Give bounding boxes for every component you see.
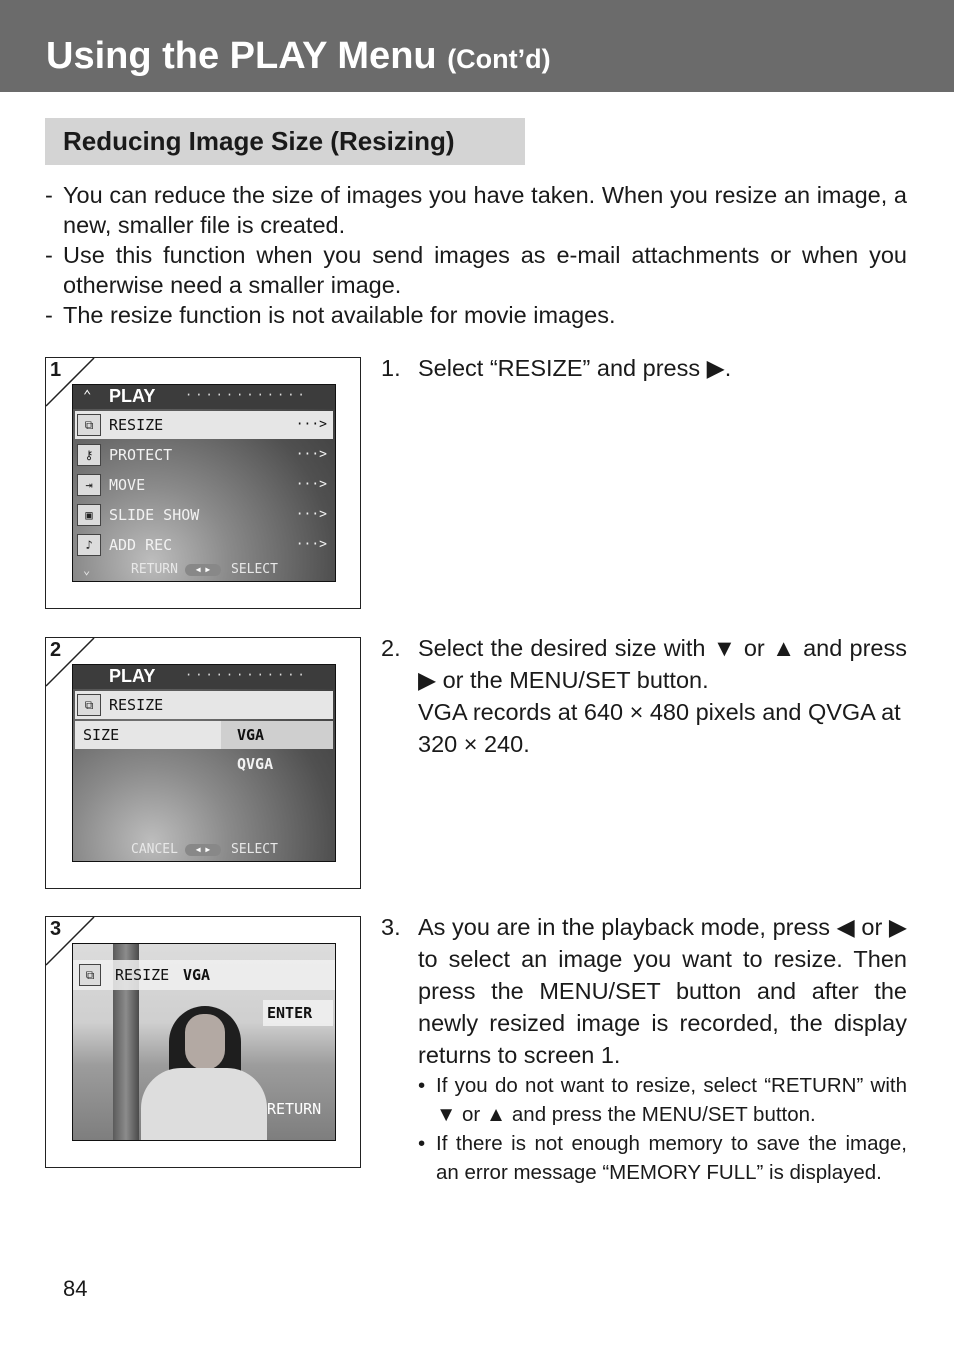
size-label: SIZE — [83, 726, 120, 744]
move-icon: ⇥ — [77, 474, 101, 496]
enter-option[interactable]: ENTER — [263, 1000, 333, 1026]
resize-icon: ⧉ — [79, 964, 101, 986]
key-icon: ⚷ — [77, 444, 101, 466]
slideshow-icon: ▣ — [77, 504, 101, 526]
screen-number: 1 — [50, 359, 62, 381]
screen-frame-2 — [45, 637, 361, 889]
step-number: 1. — [381, 355, 401, 381]
screen-number: 2 — [50, 639, 62, 661]
note-item — [418, 1071, 907, 1129]
step-3 — [381, 911, 907, 1187]
page-number: 84 — [63, 1276, 88, 1301]
lcd-screen-size-select — [72, 664, 336, 862]
lcd-header — [73, 385, 335, 409]
step-text: Select the desired size with ▼ or ▲ and press ▶ or the MENU/SET button. — [418, 635, 907, 693]
footer-right-label: SELECT — [231, 842, 278, 857]
microphone-icon: ♪ — [77, 534, 101, 556]
photo-person-face — [185, 1014, 225, 1070]
page-title-main: Using the PLAY Menu — [46, 35, 437, 77]
footer-left-label: RETURN — [131, 562, 178, 577]
arrow-right-icon: ···> — [295, 417, 327, 432]
intro-text: The resize function is not available for movie images. — [63, 302, 616, 328]
arrow-right-icon: ···> — [295, 537, 327, 552]
footer-right-label: SELECT — [231, 562, 278, 577]
intro-item — [45, 180, 907, 240]
note-item — [418, 1129, 907, 1187]
dash: - — [45, 182, 53, 208]
intro-item — [45, 240, 907, 300]
resize-value: VGA — [183, 966, 211, 984]
arrow-right-icon: ···> — [295, 447, 327, 462]
footer-left-label: CANCEL — [131, 842, 178, 857]
lcd-footer — [73, 559, 335, 581]
step-text: Select “RESIZE” and press ▶. — [418, 355, 732, 381]
lcd-footer — [73, 839, 335, 861]
menu-item-move[interactable] — [75, 471, 333, 499]
step-1 — [381, 352, 907, 384]
dots-decoration: ············ — [185, 388, 308, 402]
intro-list — [45, 180, 907, 330]
page-title-sub: (Cont’d) — [447, 44, 551, 74]
resize-bar — [73, 960, 335, 990]
menu-label: SLIDE SHOW — [109, 506, 200, 524]
menu-label: PROTECT — [109, 446, 173, 464]
lcd-header — [73, 665, 335, 689]
note-text: If you do not want to resize, select “RETURN” with ▼ or ▲ and press the MENU/SET button. — [436, 1074, 907, 1126]
menu-label: ADD REC — [109, 536, 173, 554]
intro-item — [45, 300, 907, 330]
resize-label: RESIZE — [115, 966, 170, 984]
step-notes — [418, 1071, 907, 1187]
menu-item-add-rec[interactable] — [75, 531, 333, 559]
resize-icon: ⧉ — [77, 694, 101, 716]
step-2 — [381, 632, 907, 760]
lcd-title: PLAY — [109, 386, 156, 406]
intro-text: Use this function when you send images as e-mail attachments or when you otherwise need a smaller image. — [63, 242, 907, 298]
size-row[interactable] — [75, 721, 333, 749]
page-header — [0, 0, 954, 92]
chevron-up-icon: ⌃ — [83, 388, 92, 404]
dash: - — [45, 302, 53, 328]
return-option[interactable]: RETURN — [267, 1100, 322, 1118]
arrow-right-icon: ···> — [295, 507, 327, 522]
resize-icon: ⧉ — [77, 414, 101, 436]
lcd-title: PLAY — [109, 666, 156, 686]
section-title: Reducing Image Size (Resizing) — [45, 118, 525, 165]
step-text-detail: VGA records at 640 × 480 pixels and QVGA at 320 × 240. — [418, 699, 901, 757]
step-number: 3. — [381, 914, 401, 940]
lcd-screen-resize-confirm — [72, 943, 336, 1141]
size-option-vga[interactable]: VGA — [221, 721, 333, 749]
bullet: • — [418, 1132, 426, 1155]
lcd-screen-play-menu — [72, 384, 336, 582]
bullet: • — [418, 1074, 426, 1097]
menu-item-slide-show[interactable] — [75, 501, 333, 529]
dots-decoration: ············ — [185, 668, 308, 682]
arrow-right-icon: ···> — [295, 477, 327, 492]
menu-label: RESIZE — [109, 696, 164, 714]
menu-label: RESIZE — [109, 416, 164, 434]
screen-number: 3 — [50, 918, 62, 940]
page-title — [46, 34, 551, 81]
dash: - — [45, 242, 53, 268]
menu-item-resize[interactable] — [75, 411, 333, 439]
step-text: As you are in the playback mode, press ◀ or ▶ to select an image you want to resize. Then press the MENU/SET button and after the newly resized image is recorded, the display returns to screen 1. — [418, 914, 907, 1068]
photo-person-coat — [141, 1068, 267, 1141]
note-text: If there is not enough memory to save the image, an error message “MEMORY FULL” is displayed. — [436, 1132, 907, 1184]
menu-label: MOVE — [109, 476, 146, 494]
size-option-qvga[interactable]: QVGA — [237, 755, 274, 773]
left-right-pill-icon: ◀ ▶ — [185, 844, 221, 856]
screen-frame-3 — [45, 916, 361, 1168]
chevron-down-icon: ⌄ — [83, 563, 91, 577]
menu-item-protect[interactable] — [75, 441, 333, 469]
screen-frame-1 — [45, 357, 361, 609]
step-number: 2. — [381, 635, 401, 661]
menu-item-resize — [75, 691, 333, 719]
left-right-pill-icon: ◀ ▶ — [185, 564, 221, 576]
intro-text: You can reduce the size of images you have taken. When you resize an image, a new, smaller file is created. — [63, 182, 907, 238]
